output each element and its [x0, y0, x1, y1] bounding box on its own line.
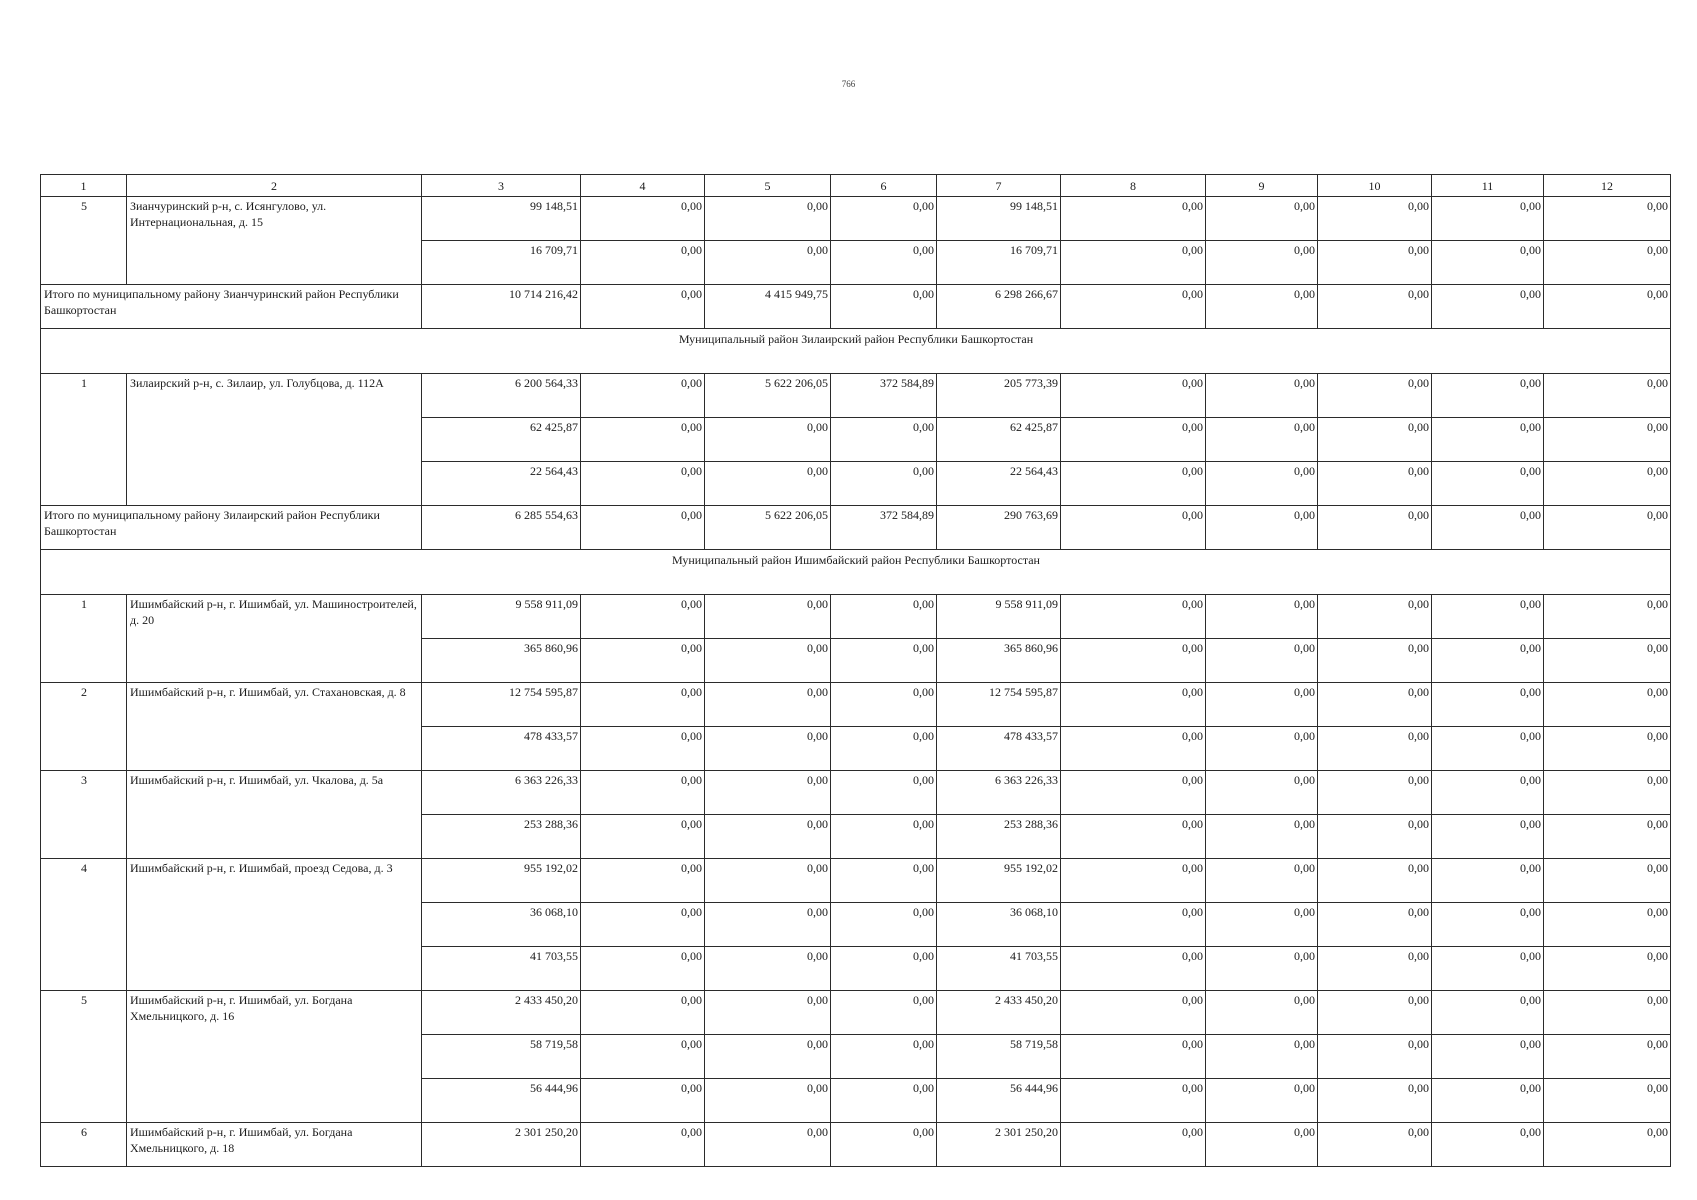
table-row: [41, 1123, 1671, 1167]
value-cell: 0,00: [705, 727, 831, 771]
value-cell: 0,00: [705, 241, 831, 285]
value-cell: 56 444,96: [937, 1079, 1061, 1123]
value-cell: 0,00: [1544, 1035, 1671, 1079]
value-cell: 0,00: [1206, 903, 1318, 947]
value-cell: 0,00: [581, 241, 705, 285]
total-value-cell: 0,00: [581, 506, 705, 550]
value-cell: 6 363 226,33: [422, 771, 581, 815]
value-cell: 0,00: [1061, 1079, 1206, 1123]
value-cell: 0,00: [1544, 595, 1671, 639]
value-cell: 0,00: [1544, 639, 1671, 683]
value-cell: 0,00: [1544, 1123, 1671, 1167]
value-cell: 0,00: [705, 683, 831, 727]
value-cell: 0,00: [1432, 947, 1544, 991]
column-header: 10: [1318, 175, 1432, 197]
total-row: [41, 285, 1671, 329]
value-cell: 0,00: [831, 683, 937, 727]
value-cell: 0,00: [1061, 595, 1206, 639]
value-cell: 0,00: [1061, 197, 1206, 241]
value-cell: 0,00: [705, 595, 831, 639]
total-value-cell: 0,00: [1061, 285, 1206, 329]
value-cell: 478 433,57: [937, 727, 1061, 771]
value-cell: 0,00: [705, 197, 831, 241]
total-value-cell: 372 584,89: [831, 506, 937, 550]
table-row: [41, 197, 1671, 241]
row-index: 3: [41, 771, 127, 859]
value-cell: 2 301 250,20: [937, 1123, 1061, 1167]
column-header: 3: [422, 175, 581, 197]
value-cell: 0,00: [1061, 815, 1206, 859]
value-cell: 0,00: [1544, 241, 1671, 285]
table-row: [41, 771, 1671, 815]
budget-table: [40, 174, 1671, 1167]
value-cell: 478 433,57: [422, 727, 581, 771]
value-cell: 0,00: [705, 1123, 831, 1167]
total-value-cell: 0,00: [1544, 506, 1671, 550]
value-cell: 0,00: [1544, 197, 1671, 241]
value-cell: 41 703,55: [937, 947, 1061, 991]
value-cell: 0,00: [581, 947, 705, 991]
value-cell: 0,00: [1432, 859, 1544, 903]
value-cell: 0,00: [1206, 1123, 1318, 1167]
total-value-cell: 0,00: [1432, 285, 1544, 329]
value-cell: 0,00: [581, 1035, 705, 1079]
value-cell: 16 709,71: [422, 241, 581, 285]
value-cell: 0,00: [1544, 859, 1671, 903]
value-cell: 0,00: [831, 418, 937, 462]
value-cell: 0,00: [1544, 683, 1671, 727]
value-cell: 56 444,96: [422, 1079, 581, 1123]
total-value-cell: 0,00: [1206, 506, 1318, 550]
value-cell: 0,00: [1432, 815, 1544, 859]
value-cell: 0,00: [831, 1123, 937, 1167]
value-cell: 0,00: [1206, 947, 1318, 991]
row-index: 1: [41, 374, 127, 506]
value-cell: 0,00: [705, 418, 831, 462]
value-cell: 9 558 911,09: [937, 595, 1061, 639]
row-index: 2: [41, 683, 127, 771]
value-cell: 0,00: [831, 991, 937, 1035]
value-cell: 0,00: [705, 1079, 831, 1123]
table-row: [41, 683, 1671, 727]
value-cell: 0,00: [581, 771, 705, 815]
value-cell: 0,00: [831, 1079, 937, 1123]
value-cell: 0,00: [1318, 241, 1432, 285]
value-cell: 0,00: [1061, 374, 1206, 418]
value-cell: 955 192,02: [422, 859, 581, 903]
value-cell: 0,00: [581, 639, 705, 683]
address-cell: Ишимбайский р-н, г. Ишимбай, ул. Чкалова, д. 5а: [127, 771, 422, 859]
value-cell: 0,00: [1318, 418, 1432, 462]
column-header: 12: [1544, 175, 1671, 197]
value-cell: 0,00: [831, 639, 937, 683]
value-cell: 0,00: [1432, 595, 1544, 639]
value-cell: 62 425,87: [937, 418, 1061, 462]
value-cell: 0,00: [1206, 815, 1318, 859]
value-cell: 0,00: [831, 859, 937, 903]
value-cell: 0,00: [1432, 374, 1544, 418]
column-header: 11: [1432, 175, 1544, 197]
value-cell: 0,00: [1061, 683, 1206, 727]
value-cell: 0,00: [1432, 771, 1544, 815]
value-cell: 0,00: [1318, 1035, 1432, 1079]
column-header: 4: [581, 175, 705, 197]
value-cell: 0,00: [1544, 1079, 1671, 1123]
value-cell: 0,00: [1318, 859, 1432, 903]
value-cell: 0,00: [1061, 418, 1206, 462]
value-cell: 0,00: [581, 683, 705, 727]
value-cell: 0,00: [1432, 903, 1544, 947]
value-cell: 0,00: [1206, 374, 1318, 418]
value-cell: 0,00: [581, 727, 705, 771]
total-label: Итого по муниципальному району Зилаирский район Республики Башкортостан: [41, 506, 422, 550]
value-cell: 36 068,10: [422, 903, 581, 947]
value-cell: 0,00: [1206, 197, 1318, 241]
value-cell: 0,00: [831, 947, 937, 991]
value-cell: 0,00: [1432, 418, 1544, 462]
value-cell: 0,00: [581, 991, 705, 1035]
value-cell: 0,00: [1061, 462, 1206, 506]
value-cell: 0,00: [1061, 639, 1206, 683]
value-cell: 6 363 226,33: [937, 771, 1061, 815]
value-cell: 0,00: [581, 197, 705, 241]
table-row: [41, 991, 1671, 1035]
value-cell: 0,00: [1061, 727, 1206, 771]
value-cell: 6 200 564,33: [422, 374, 581, 418]
section-row: [41, 550, 1671, 595]
value-cell: 0,00: [1544, 374, 1671, 418]
table-body: [41, 175, 1671, 1167]
value-cell: 0,00: [1544, 418, 1671, 462]
value-cell: 0,00: [1318, 903, 1432, 947]
address-cell: Ишимбайский р-н, г. Ишимбай, проезд Седова, д. 3: [127, 859, 422, 991]
total-value-cell: 5 622 206,05: [705, 506, 831, 550]
row-index: 6: [41, 1123, 127, 1167]
value-cell: 2 433 450,20: [422, 991, 581, 1035]
total-row: [41, 506, 1671, 550]
total-value-cell: 10 714 216,42: [422, 285, 581, 329]
value-cell: 99 148,51: [422, 197, 581, 241]
total-value-cell: 0,00: [1318, 506, 1432, 550]
address-cell: Зианчуринский р-н, с. Исянгулово, ул. Интернациональная, д. 15: [127, 197, 422, 285]
column-header: 6: [831, 175, 937, 197]
value-cell: 0,00: [1432, 241, 1544, 285]
column-header: 5: [705, 175, 831, 197]
value-cell: 0,00: [1206, 771, 1318, 815]
value-cell: 365 860,96: [937, 639, 1061, 683]
value-cell: 16 709,71: [937, 241, 1061, 285]
total-value-cell: 6 285 554,63: [422, 506, 581, 550]
value-cell: 12 754 595,87: [937, 683, 1061, 727]
value-cell: 0,00: [1432, 197, 1544, 241]
value-cell: 0,00: [831, 815, 937, 859]
value-cell: 0,00: [1206, 1079, 1318, 1123]
total-value-cell: 0,00: [1206, 285, 1318, 329]
value-cell: 0,00: [1206, 462, 1318, 506]
value-cell: 0,00: [1206, 859, 1318, 903]
table-row: [41, 595, 1671, 639]
section-title: Муниципальный район Ишимбайский район Республики Башкортостан: [41, 550, 1671, 595]
column-header: 2: [127, 175, 422, 197]
value-cell: 0,00: [1206, 727, 1318, 771]
value-cell: 0,00: [1432, 991, 1544, 1035]
address-cell: Зилаирский р-н, с. Зилаир, ул. Голубцова, д. 112А: [127, 374, 422, 506]
value-cell: 365 860,96: [422, 639, 581, 683]
total-value-cell: 0,00: [1432, 506, 1544, 550]
value-cell: 0,00: [1432, 1035, 1544, 1079]
value-cell: 0,00: [1318, 727, 1432, 771]
value-cell: 0,00: [831, 197, 937, 241]
value-cell: 0,00: [581, 903, 705, 947]
value-cell: 0,00: [1544, 771, 1671, 815]
address-cell: Ишимбайский р-н, г. Ишимбай, ул. Богдана Хмельницкого, д. 16: [127, 991, 422, 1123]
column-header: 1: [41, 175, 127, 197]
table-row: [41, 374, 1671, 418]
value-cell: 0,00: [705, 771, 831, 815]
value-cell: 36 068,10: [937, 903, 1061, 947]
value-cell: 0,00: [1544, 903, 1671, 947]
value-cell: 0,00: [1432, 1079, 1544, 1123]
value-cell: 0,00: [705, 639, 831, 683]
value-cell: 58 719,58: [422, 1035, 581, 1079]
value-cell: 0,00: [1432, 1123, 1544, 1167]
value-cell: 22 564,43: [422, 462, 581, 506]
value-cell: 41 703,55: [422, 947, 581, 991]
column-header-row: [41, 175, 1671, 197]
value-cell: 0,00: [1061, 991, 1206, 1035]
value-cell: 0,00: [581, 374, 705, 418]
value-cell: 0,00: [1318, 991, 1432, 1035]
value-cell: 0,00: [1544, 727, 1671, 771]
address-cell: Ишимбайский р-н, г. Ишимбай, ул. Богдана Хмельницкого, д. 18: [127, 1123, 422, 1167]
total-value-cell: 0,00: [1544, 285, 1671, 329]
value-cell: 0,00: [1544, 462, 1671, 506]
total-value-cell: 290 763,69: [937, 506, 1061, 550]
total-value-cell: 0,00: [831, 285, 937, 329]
value-cell: 253 288,36: [422, 815, 581, 859]
value-cell: 0,00: [1318, 639, 1432, 683]
value-cell: 0,00: [1318, 197, 1432, 241]
value-cell: 0,00: [1544, 815, 1671, 859]
value-cell: 0,00: [1318, 1079, 1432, 1123]
value-cell: 253 288,36: [937, 815, 1061, 859]
value-cell: 0,00: [1206, 595, 1318, 639]
value-cell: 0,00: [1544, 991, 1671, 1035]
value-cell: 0,00: [1544, 947, 1671, 991]
value-cell: 9 558 911,09: [422, 595, 581, 639]
value-cell: 0,00: [1061, 1035, 1206, 1079]
value-cell: 0,00: [705, 859, 831, 903]
value-cell: 0,00: [1061, 859, 1206, 903]
value-cell: 99 148,51: [937, 197, 1061, 241]
row-index: 4: [41, 859, 127, 991]
value-cell: 0,00: [1318, 771, 1432, 815]
value-cell: 0,00: [1061, 947, 1206, 991]
value-cell: 0,00: [705, 947, 831, 991]
total-value-cell: 0,00: [1061, 506, 1206, 550]
value-cell: 0,00: [705, 903, 831, 947]
value-cell: 0,00: [1318, 683, 1432, 727]
value-cell: 0,00: [1432, 683, 1544, 727]
value-cell: 0,00: [581, 859, 705, 903]
value-cell: 0,00: [581, 418, 705, 462]
value-cell: 0,00: [581, 1079, 705, 1123]
value-cell: 0,00: [705, 1035, 831, 1079]
column-header: 9: [1206, 175, 1318, 197]
value-cell: 0,00: [831, 1035, 937, 1079]
value-cell: 0,00: [1318, 815, 1432, 859]
value-cell: 0,00: [705, 462, 831, 506]
value-cell: 0,00: [1318, 595, 1432, 639]
value-cell: 0,00: [1432, 727, 1544, 771]
value-cell: 0,00: [1206, 683, 1318, 727]
value-cell: 22 564,43: [937, 462, 1061, 506]
section-title: Муниципальный район Зилаирский район Республики Башкортостан: [41, 329, 1671, 374]
value-cell: 5 622 206,05: [705, 374, 831, 418]
section-row: [41, 329, 1671, 374]
value-cell: 205 773,39: [937, 374, 1061, 418]
table-row: [41, 859, 1671, 903]
value-cell: 2 433 450,20: [937, 991, 1061, 1035]
value-cell: 0,00: [1206, 418, 1318, 462]
value-cell: 0,00: [1206, 241, 1318, 285]
column-header: 8: [1061, 175, 1206, 197]
value-cell: 0,00: [1432, 639, 1544, 683]
value-cell: 0,00: [1061, 771, 1206, 815]
total-value-cell: 0,00: [1318, 285, 1432, 329]
value-cell: 62 425,87: [422, 418, 581, 462]
value-cell: 0,00: [1061, 241, 1206, 285]
value-cell: 0,00: [831, 462, 937, 506]
value-cell: 0,00: [581, 595, 705, 639]
row-index: 5: [41, 197, 127, 285]
total-label: Итого по муниципальному району Зианчуринский район Республики Башкортостан: [41, 285, 422, 329]
value-cell: 0,00: [1206, 991, 1318, 1035]
value-cell: 0,00: [581, 1123, 705, 1167]
value-cell: 0,00: [831, 903, 937, 947]
value-cell: 0,00: [1061, 903, 1206, 947]
value-cell: 12 754 595,87: [422, 683, 581, 727]
total-value-cell: 6 298 266,67: [937, 285, 1061, 329]
value-cell: 0,00: [1206, 639, 1318, 683]
value-cell: 0,00: [1318, 1123, 1432, 1167]
page-number: 766: [841, 79, 856, 89]
value-cell: 0,00: [705, 815, 831, 859]
value-cell: 0,00: [1432, 462, 1544, 506]
row-index: 5: [41, 991, 127, 1123]
value-cell: 0,00: [1318, 374, 1432, 418]
address-cell: Ишимбайский р-н, г. Ишимбай, ул. Стахановская, д. 8: [127, 683, 422, 771]
value-cell: 0,00: [831, 595, 937, 639]
value-cell: 58 719,58: [937, 1035, 1061, 1079]
address-cell: Ишимбайский р-н, г. Ишимбай, ул. Машиностроителей, д. 20: [127, 595, 422, 683]
row-index: 1: [41, 595, 127, 683]
value-cell: 2 301 250,20: [422, 1123, 581, 1167]
column-header: 7: [937, 175, 1061, 197]
value-cell: 0,00: [581, 815, 705, 859]
value-cell: 955 192,02: [937, 859, 1061, 903]
value-cell: 0,00: [831, 771, 937, 815]
value-cell: 0,00: [1206, 1035, 1318, 1079]
value-cell: 0,00: [1318, 462, 1432, 506]
total-value-cell: 0,00: [581, 285, 705, 329]
value-cell: 0,00: [831, 241, 937, 285]
value-cell: 0,00: [1318, 947, 1432, 991]
value-cell: 0,00: [1061, 1123, 1206, 1167]
value-cell: 372 584,89: [831, 374, 937, 418]
total-value-cell: 4 415 949,75: [705, 285, 831, 329]
value-cell: 0,00: [705, 991, 831, 1035]
value-cell: 0,00: [581, 462, 705, 506]
value-cell: 0,00: [831, 727, 937, 771]
